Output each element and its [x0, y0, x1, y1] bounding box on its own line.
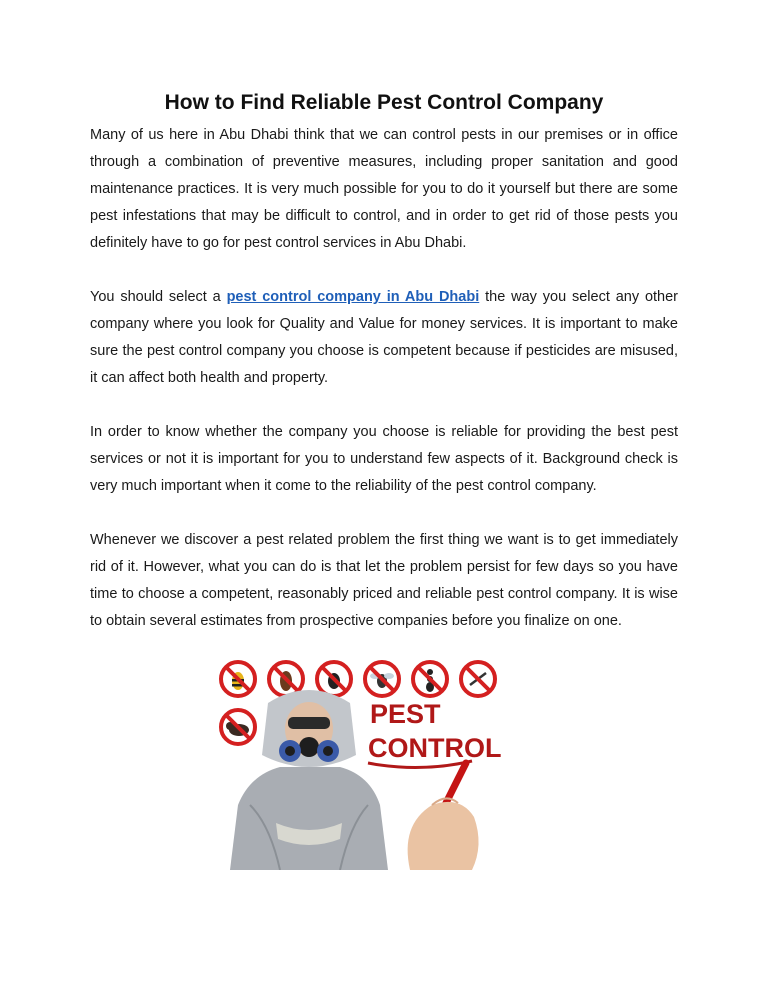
paragraph-estimates: Whenever we discover a pest related problem the first thing we want is to get immediately rid of it. However, what you can do is that let the problem persist for few days so you have time to choose a competent, reasonably priced and reliable pest control company. It is wise to obtain several estimates from prospective companies before you finalize on one.: [90, 532, 678, 629]
paragraph-selection-rest: the way you select any other company where you look for Quality and Value for money services. It is important to make sure the pest control company you choose is competent because if pesticides are misused, it can affect both health and property.: [90, 289, 678, 386]
pest-control-logo: [368, 699, 501, 768]
wasp-icon: [221, 662, 255, 696]
beetle-icon: [317, 662, 351, 696]
cockroach-icon: [269, 662, 303, 696]
pest-control-illustration: [210, 655, 510, 870]
paragraph-selection: [90, 284, 678, 392]
logo-line-control: CONTROL: [368, 733, 502, 763]
paragraph-selection-lead: You should select a: [90, 289, 227, 305]
paragraph-intro: Many of us here in Abu Dhabi think that we can control pests in our premises or in office through a combination of preventive measures, including proper sanitation and good maintenance practices. It is very much possible for you to do it yourself but there are some pest infestations that may be difficult to control, and in order to get rid of those pests you definitely have to go for pest control services in Abu Dhabi.: [90, 127, 678, 251]
hand-with-marker: [408, 763, 479, 870]
mosquito-icon: [461, 662, 495, 696]
fly-icon: [365, 662, 399, 696]
logo-line-pest: PEST: [370, 699, 441, 729]
page-title: How to Find Reliable Pest Control Company: [164, 91, 604, 114]
ant-icon: [413, 662, 447, 696]
paragraph-reliability: In order to know whether the company you choose is reliable for providing the best pest services or not it is important for you to understand few aspects of it. Background check is very much important when it come to the reliability of the pest control company.: [90, 424, 678, 494]
rat-icon: [221, 710, 255, 744]
pest-control-company-link[interactable]: pest control company in Abu Dhabi: [226, 289, 480, 305]
